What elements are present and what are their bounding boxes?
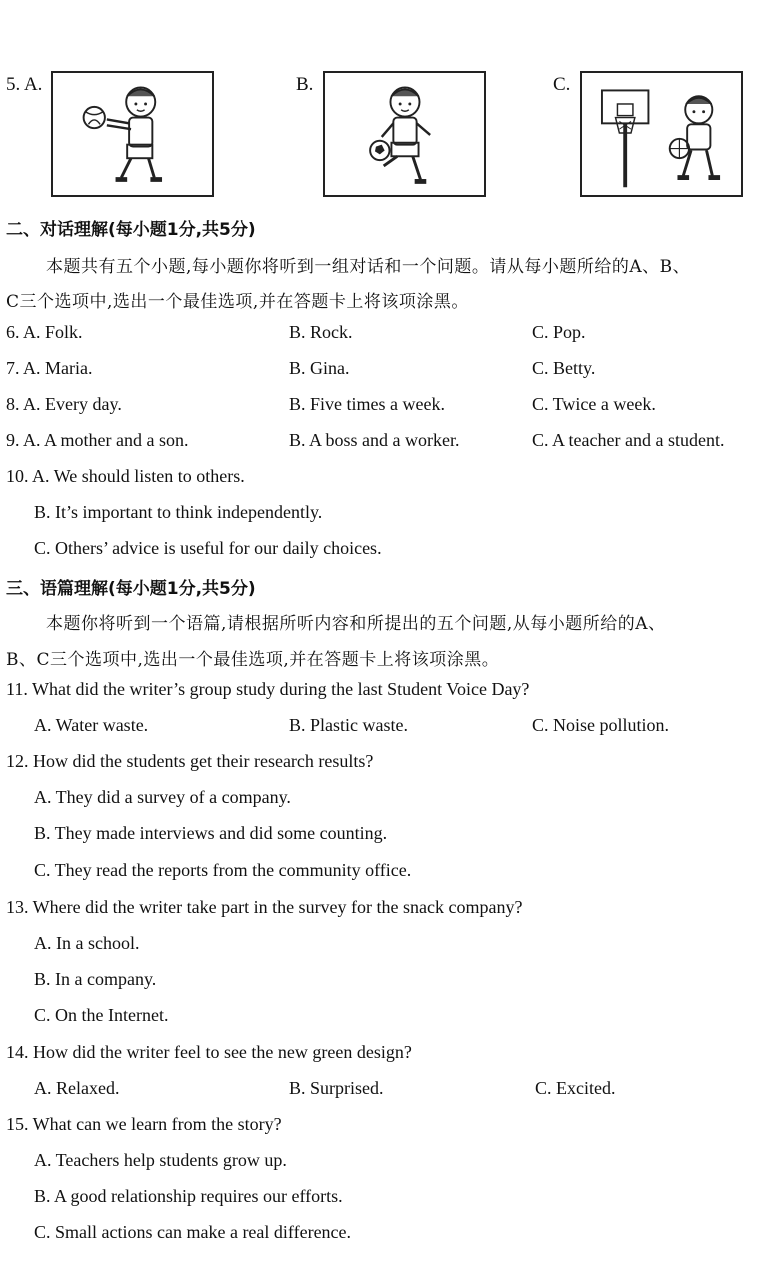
q12-question: 12. How did the students get their research results?	[6, 751, 374, 771]
q5-option-c-image[interactable]	[580, 71, 743, 197]
q5-option-b-label: B.	[296, 74, 314, 95]
q8-option-c[interactable]: C. Twice a week.	[532, 394, 656, 414]
q5-option-b-image[interactable]	[323, 71, 486, 197]
q9-row: 9. A. A mother and a son.	[6, 430, 189, 450]
q11-option-a[interactable]: A. Water waste.	[34, 715, 149, 735]
q11-option-b[interactable]: B. Plastic waste.	[289, 715, 408, 735]
q9-option-c[interactable]: C. A teacher and a student.	[532, 430, 725, 450]
q14-option-a[interactable]: A. Relaxed.	[34, 1078, 120, 1098]
q7-row: 7. A. Maria.	[6, 358, 93, 378]
q15-option-a[interactable]: A. Teachers help students grow up.	[34, 1150, 287, 1170]
q12-option-b[interactable]: B. They made interviews and did some counting.	[34, 823, 388, 843]
q14-question: 14. How did the writer feel to see the new green design?	[6, 1042, 412, 1062]
section2-instruction-line2: C三个选项中,选出一个最佳选项,并在答题卡上将该项涂黑。	[6, 292, 469, 312]
q5-option-a-image[interactable]	[51, 71, 214, 197]
q14-option-c[interactable]: C. Excited.	[535, 1078, 616, 1098]
basketball-boy-illustration	[582, 73, 741, 195]
q10-option-c[interactable]: C. Others’ advice is useful for our daily choices.	[34, 538, 382, 558]
q8-option-b[interactable]: B. Five times a week.	[289, 394, 445, 414]
q9-option-a[interactable]: A. A mother and a son.	[23, 430, 189, 450]
q15-question: 15. What can we learn from the story?	[6, 1114, 282, 1134]
q5-label: 5. A.	[6, 74, 43, 95]
q5-option-c-label: C.	[553, 74, 571, 95]
volleyball-boy-illustration	[53, 73, 212, 195]
q10-option-a[interactable]: A. We should listen to others.	[32, 466, 245, 486]
q12-option-c[interactable]: C. They read the reports from the community office.	[34, 860, 412, 880]
q15-option-b[interactable]: B. A good relationship requires our efforts.	[34, 1186, 343, 1206]
q8-option-a[interactable]: A. Every day.	[23, 394, 122, 414]
section3-title: 三、语篇理解(每小题1分,共5分)	[6, 579, 256, 599]
q7-option-c[interactable]: C. Betty.	[532, 358, 596, 378]
q6-option-b[interactable]: B. Rock.	[289, 322, 353, 342]
q12-option-a[interactable]: A. They did a survey of a company.	[34, 787, 291, 807]
q8-row: 8. A. Every day.	[6, 394, 122, 414]
section3-instruction-line2: B、C三个选项中,选出一个最佳选项,并在答题卡上将该项涂黑。	[6, 650, 500, 670]
q7-option-a[interactable]: A. Maria.	[23, 358, 93, 378]
q6-option-c[interactable]: C. Pop.	[532, 322, 586, 342]
section3-instruction-line1: 本题你将听到一个语篇,请根据所听内容和所提出的五个问题,从每小题所给的A、	[46, 614, 666, 634]
q9-option-b[interactable]: B. A boss and a worker.	[289, 430, 460, 450]
q11-question: 11. What did the writer’s group study during the last Student Voice Day?	[6, 679, 530, 699]
q14-option-b[interactable]: B. Surprised.	[289, 1078, 384, 1098]
football-boy-illustration	[325, 73, 484, 195]
q13-option-a[interactable]: A. In a school.	[34, 933, 140, 953]
q6-option-a[interactable]: A. Folk.	[23, 322, 83, 342]
q10-row: 10. A. We should listen to others.	[6, 466, 245, 486]
q10-option-b[interactable]: B. It’s important to think independently.	[34, 502, 323, 522]
q13-option-c[interactable]: C. On the Internet.	[34, 1005, 169, 1025]
section2-instruction-line1: 本题共有五个小题,每小题你将听到一组对话和一个问题。请从每小题所给的A、B、	[46, 257, 691, 277]
q6-row: 6. A. Folk.	[6, 322, 83, 342]
q13-question: 13. Where did the writer take part in the survey for the snack company?	[6, 897, 523, 917]
section2-title: 二、对话理解(每小题1分,共5分)	[6, 220, 256, 240]
q15-option-c[interactable]: C. Small actions can make a real difference.	[34, 1222, 352, 1242]
q7-option-b[interactable]: B. Gina.	[289, 358, 350, 378]
q13-option-b[interactable]: B. In a company.	[34, 969, 157, 989]
q11-option-c[interactable]: C. Noise pollution.	[532, 715, 670, 735]
